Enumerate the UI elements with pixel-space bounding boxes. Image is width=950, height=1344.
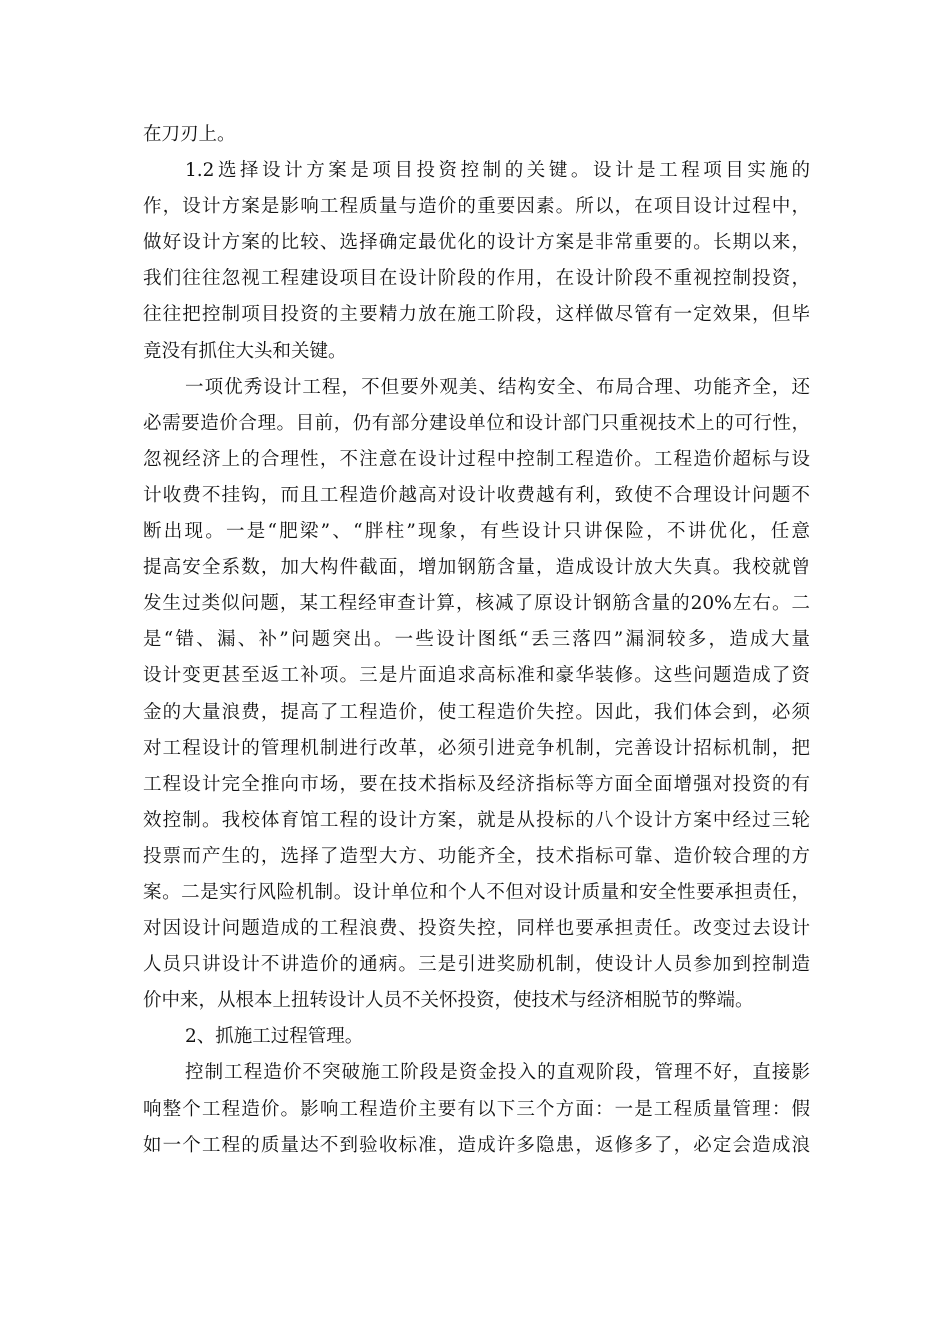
text-line: 忽视经济上的合理性，不注意在设计过程中控制工程造价。工程造价超标与设 xyxy=(143,448,810,470)
text-line: 设计变更甚至返工补项。三是片面追求高标准和豪华装修。这些问题造成了资 xyxy=(143,665,810,687)
text-line: 往往把控制项目投资的主要精力放在施工阶段，这样做尽管有一定效果，但毕 xyxy=(143,304,810,326)
text-line: 投票而产生的，选择了造型大方、功能齐全，技术指标可靠、造价较合理的方 xyxy=(143,845,810,867)
text-line: 案。二是实行风险机制。设计单位和个人不但对设计质量和安全性要承担责任， xyxy=(143,881,810,903)
text-line: 必需要造价合理。目前，仍有部分建设单位和设计部门只重视技术上的可行性， xyxy=(143,412,810,434)
text-line: 断出现。一是“肥梁”、“胖柱”现象，有些设计只讲保险，不讲优化，任意 xyxy=(143,521,810,543)
text-line: 金的大量浪费，提高了工程造价，使工程造价失控。因此，我们体会到，必须 xyxy=(143,701,810,723)
text-line: 是“错、漏、补”问题突出。一些设计图纸“丢三落四”漏洞较多，造成大量 xyxy=(143,629,810,651)
text-line: 对工程设计的管理机制进行改革，必须引进竞争机制，完善设计招标机制，把 xyxy=(143,737,810,759)
text-line: 工程设计完全推向市场，要在技术指标及经济指标等方面全面增强对投资的有 xyxy=(143,773,810,795)
text-line: 发生过类似问题，某工程经审查计算，核减了原设计钢筋含量的20%左右。二 xyxy=(143,593,810,615)
text-line: 提高安全系数，加大构件截面，增加钢筋含量，造成设计放大失真。我校就曾 xyxy=(143,557,810,579)
text-line: 价中来，从根本上扭转设计人员不关怀投资，使技术与经济相脱节的弊端。 xyxy=(143,990,754,1012)
text-line: 响整个工程造价。影响工程造价主要有以下三个方面：一是工程质量管理：假 xyxy=(143,1098,810,1120)
text-line: 人员只讲设计不讲造价的通病。三是引进奖励机制，使设计人员参加到控制造 xyxy=(143,954,810,976)
section-heading: 2、抓施工过程管理。 xyxy=(185,1026,364,1048)
text-line: 控制工程造价不突破施工阶段是资金投入的直观阶段，管理不好，直接影 xyxy=(185,1062,810,1084)
text-line: 作，设计方案是影响工程质量与造价的重要因素。所以，在项目设计过程中， xyxy=(143,196,810,218)
text-line: 1.2选择设计方案是项目投资控制的关键。设计是工程项目实施的 xyxy=(185,160,810,182)
text-line: 计收费不挂钩，而且工程造价越高对设计收费越有利，致使不合理设计问题不 xyxy=(143,484,810,506)
text-line: 效控制。我校体育馆工程的设计方案，就是从投标的八个设计方案中经过三轮 xyxy=(143,809,810,831)
text-line: 做好设计方案的比较、选择确定最优化的设计方案是非常重要的。长期以来， xyxy=(143,232,810,254)
text-line: 我们往往忽视工程建设项目在设计阶段的作用，在设计阶段不重视控制投资， xyxy=(143,268,810,290)
text-line: 对因设计问题造成的工程浪费、投资失控，同样也要承担责任。改变过去设计 xyxy=(143,918,810,940)
text-line: 如一个工程的质量达不到验收标准，造成许多隐患，返修多了，必定会造成浪 xyxy=(143,1134,810,1156)
text-line: 在刀刃上。 xyxy=(143,124,236,145)
text-line: 一项优秀设计工程，不但要外观美、结构安全、布局合理、功能齐全，还 xyxy=(185,376,810,398)
text-line: 竟没有抓住大头和关键。 xyxy=(143,340,347,362)
body-text xyxy=(143,117,810,1164)
